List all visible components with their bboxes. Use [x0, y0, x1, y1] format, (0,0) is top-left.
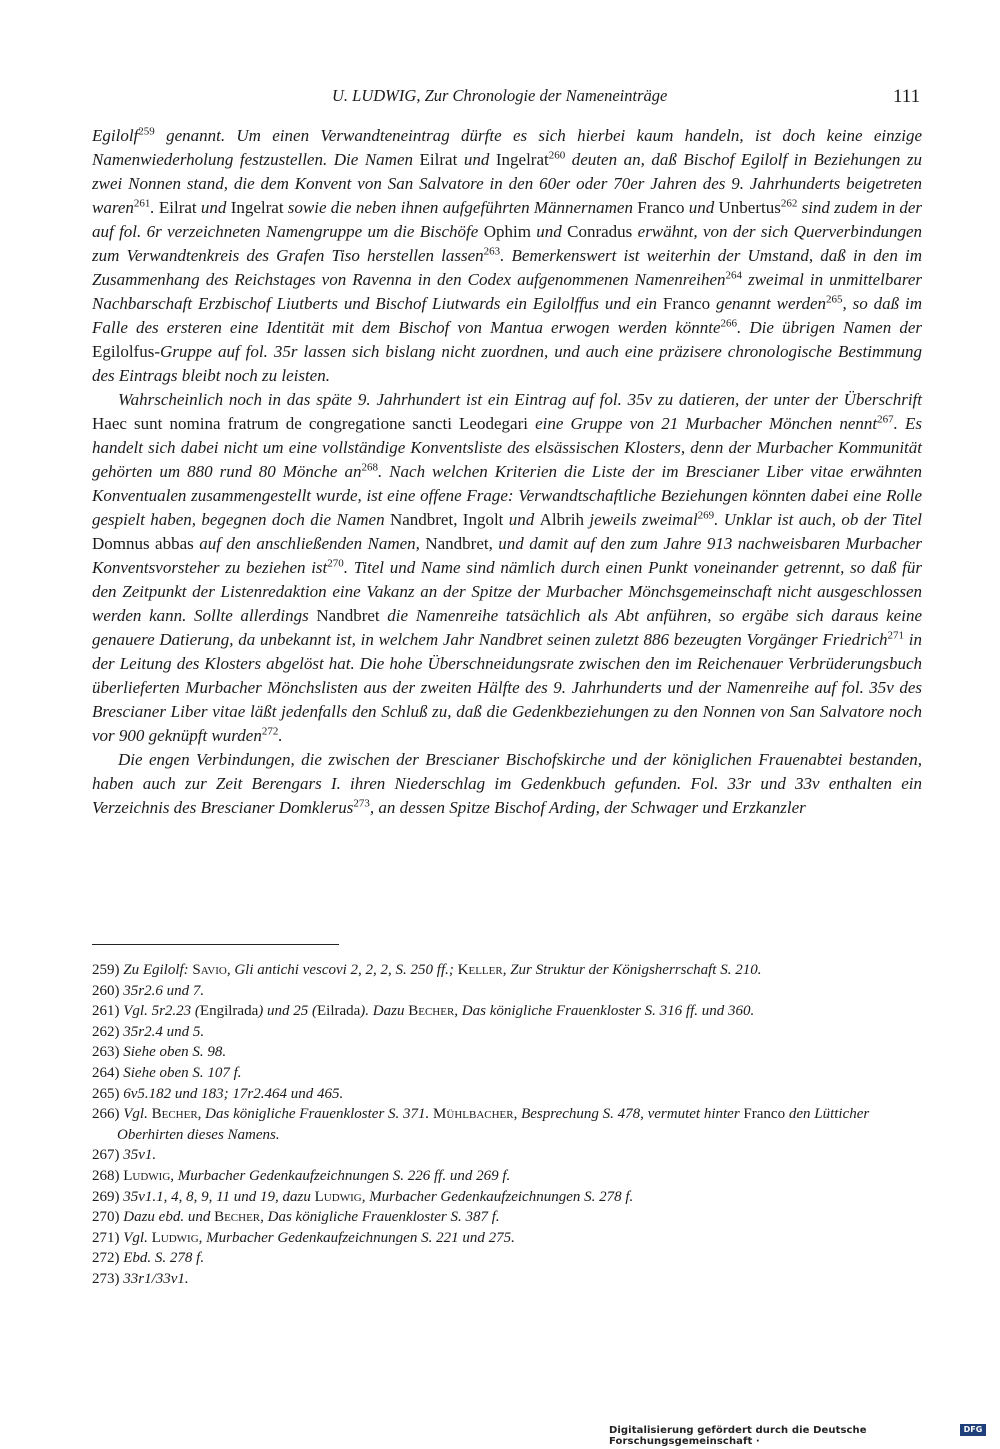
dfg-logo: DFG	[960, 1424, 986, 1436]
quoted-name: Nandbret, Ingolt	[389, 510, 504, 529]
footnote-reference: 267	[877, 413, 894, 426]
quoted-name: Nandbret,	[425, 534, 493, 553]
author-name: Mühlbacher	[433, 1106, 514, 1123]
quoted-name: Franco	[662, 294, 711, 313]
footnote-number: 272)	[92, 1250, 124, 1267]
quoted-name: Franco	[637, 198, 685, 217]
footnote-number: 265)	[92, 1085, 124, 1102]
footnote: 273) 33r1/33v1.	[92, 1270, 189, 1287]
footnote-reference: 272	[261, 725, 279, 738]
footnote: 271) Vgl. Ludwig, Murbacher Gedenkaufzeichnungen S. 221 und 275.	[92, 1229, 515, 1246]
quoted-name: Domnus abbas	[92, 534, 194, 553]
page-number: 111	[893, 86, 921, 107]
author-name: Keller	[457, 962, 503, 978]
footnote-number: 261)	[92, 1003, 124, 1020]
footnote: 260) 35r2.6 und 7.	[92, 982, 205, 999]
footnotes	[92, 960, 922, 1290]
footnote: 268) Ludwig, Murbacher Gedenkaufzeichnungen S. 226 ff. und 269 f.	[92, 1167, 511, 1184]
footnote: 269) 35v1.1, 4, 8, 9, 11 und 19, dazu Ludwig, Murbacher Gedenkaufzeichnungen S. 278 f.	[92, 1188, 634, 1205]
footnote-reference: 266	[720, 317, 738, 330]
quoted-name: Conradus	[567, 222, 633, 241]
footnote-number: 260)	[92, 982, 124, 999]
quoted-name: Franco	[743, 1106, 786, 1123]
author-name: Becher	[408, 1003, 455, 1020]
footnote-number: 264)	[92, 1064, 124, 1081]
quoted-name: Eilrada	[316, 1003, 361, 1020]
footnote: 267) 35v1.	[92, 1147, 157, 1164]
footnote-number: 262)	[92, 1023, 124, 1040]
quoted-name: Ingelrat	[495, 150, 549, 169]
footnote-number: 267)	[92, 1147, 124, 1164]
quoted-name: Ophim	[483, 222, 531, 241]
footnote-reference: 263	[483, 245, 501, 258]
author-name: Ludwig	[314, 1188, 362, 1205]
quoted-name: Nandbret	[316, 606, 380, 625]
footnote: 263) Siehe oben S. 98.	[92, 1044, 227, 1061]
footnote-reference: 259	[138, 125, 155, 138]
running-title: U. LUDWIG, Zur Chronologie der Nameneinträge	[332, 86, 668, 105]
footnote-reference: 268	[361, 461, 378, 474]
footnote-reference: 269	[697, 509, 715, 522]
author-name: Becher	[151, 1106, 198, 1123]
footnote-number: 263)	[92, 1044, 124, 1061]
footnote-number: 269)	[92, 1188, 124, 1205]
quoted-name: Unbertus	[718, 198, 781, 217]
author-name: Ludwig	[123, 1167, 171, 1184]
footnote: 264) Siehe oben S. 107 f.	[92, 1064, 242, 1081]
footnote: 270) Dazu ebd. und Becher, Das königliche Frauenkloster S. 387 f.	[92, 1209, 500, 1226]
footnote: 262) 35r2.4 und 5.	[92, 1023, 205, 1040]
footnote-reference: 261	[133, 197, 151, 210]
footnote-reference: 262	[780, 197, 798, 210]
page-header	[0, 86, 1000, 110]
quoted-name: Albrih	[539, 510, 585, 529]
footnote: 272) Ebd. S. 278 f.	[92, 1250, 205, 1267]
author-name: Ludwig	[151, 1229, 199, 1246]
footnote-reference: 273	[353, 797, 370, 810]
footnote-number: 266)	[92, 1106, 124, 1123]
quoted-name: Ingelrat	[230, 198, 284, 217]
footnote-reference: 271	[887, 629, 905, 642]
body-text	[92, 124, 922, 820]
footnote-reference: 270	[327, 557, 344, 570]
quoted-name: Engilrada	[199, 1003, 259, 1020]
author-name: Savio	[192, 962, 227, 978]
quoted-name: Eilrat	[419, 150, 458, 169]
quoted-name: Haec sunt nomina fratrum de congregatione sancti Leodegari	[92, 414, 528, 433]
quoted-name: Eilrat	[158, 198, 197, 217]
paragraph: Wahrscheinlich noch in das späte 9. Jahrhundert ist ein Eintrag auf fol. 35v zu datieren, der unter der Überschrift Haec sunt nomina fratrum de congregatione sancti Leodegari eine Gruppe von 21 Murbacher Mönchen nennt$^{267}$. Es handelt sich dabei nicht um eine vollständige Konventsliste des elsässischen Klosters, denn der Murbacher Kommunität gehörten um 880 rund 80 Mönche $an^{268}$. Nach welchen Kriterien die Liste der im Brescianer Liber vitae erwähnten Konventualen zusammengestellt wurde, ist eine offene Frage: Verwandtschaftliche Beziehungen könnten dabei eine Rolle gespielt haben, begegnen doch die Namen Nandbret, Ingolt und Albrih jeweils zweimal$^{269}$. Unklar ist auch, ob der Titel Domnus abbas auf den anschließenden Namen, Nandbret, und damit auf den zum Jahre 913 nachweisbaren Murbacher Konventsvorsteher zu beziehen ist$^{270}$. Titel und Name sind nämlich durch einen Punkt voneinander getrennt, so daß für den Zeitpunkt der Listenredaktion eine Vakanz an der Spitze der Murbacher Mönchsgemeinschaft nicht ausgeschlossen werden kann. Sollte allerdings Nandbret die Namenreihe tatsächlich als Abt anführen, so ergäbe sich daraus keine genauere Datierung, da unbekannt ist, in welchem Jahr Nandbret seinen zuletzt 886 bezeugten Vorgänger Friedrich$^{271}$ in der Leitung des Klosters abgelöst hat. Die hohe Überschneidungsrate zwischen den im Reichenauer Verbrüderungsbuch überlieferten Murbacher Mönchslisten aus der zweiten Hälfte des 9. Jahrhunderts und der Namenreihe auf fol. 35v des Brescianer Liber vitae läßt jedenfalls den Schluß zu, daß die Gedenkbeziehungen zu den Nonnen von San Salvatore noch vor 900 geknüpft wurden$^{272}$.	[92, 390, 922, 745]
footnote-reference: 260	[548, 149, 566, 162]
footnote-reference: 265	[826, 293, 843, 306]
footnote-number: 259)	[92, 962, 124, 978]
footnote: 261) Vgl. 5r2.23 (Engilrada) und 25 (Eilrada). Dazu Becher, Das königliche Frauenkloster S. 316 ff. und 360.	[92, 1003, 755, 1020]
footnote-number: 268)	[92, 1167, 124, 1184]
quoted-name: Egilolfus	[92, 342, 155, 361]
footer-credit: Digitalisierung gefördert durch die Deutsche Forschungsgemeinschaft ·	[609, 1425, 867, 1447]
footnote-reference: 264	[725, 269, 743, 282]
footnote: 259) Zu Egilolf: Savio, Gli antichi vescovi 2, 2, 2, S. 250 ff.; Keller, Zur Struktur der Königsherrschaft S. 210.	[92, 962, 762, 978]
footnote: 265) 6v5.182 und 183; 17r2.464 und 465.	[92, 1085, 344, 1102]
footnote-number: 270)	[92, 1209, 124, 1226]
footnote-number: 271)	[92, 1229, 124, 1246]
footnote-divider	[92, 944, 339, 945]
footnote-number: 273)	[92, 1270, 124, 1287]
paragraph: Egilolf$^{259}$ genannt. Um einen Verwandteneintrag dürfte es sich hierbei kaum handeln, ist doch keine einzige Namenwiederholung festzustellen. Die Namen Eilrat und Ingelrat$^{260}$ deuten an, daß Bischof Egilolf in Beziehungen zu zwei Nonnen stand, die dem Konvent von San Salvatore in den 60er oder 70er Jahren des 9. Jahrhunderts beigetreten waren$^{261}$. Eilrat und Ingelrat sowie die neben ihnen aufgeführten Männernamen Franco und Unbertus$^{262}$ sind zudem in der auf fol. 6r verzeichneten Namengruppe um die Bischöfe Ophim und Conradus erwähnt, von der sich Querverbindungen zum Verwandtenkreis des Grafen Tiso herstellen lassen$^{263}$. Bemerkenswert ist weiterhin der Umstand, daß in den im Zusammenhang des Reichstages von Ravenna in den Codex aufgenommenen Namenreihen$^{264}$ zweimal in unmittelbarer Nachbarschaft Erzbischof Liutberts und Bischof Liutwards ein Egilolffus und ein Franco genannt werden$^{265}$, so daß im Falle des ersteren eine Identität mit dem Bischof von Mantua erwogen werden könnte$^{266}$. Die übrigen Namen der Egilolfus-Gruppe auf fol. 35r lassen sich bislang nicht zuordnen, und auch eine präzisere chronologische Bestimmung des Eintrags bleibt noch zu leisten.	[92, 125, 923, 385]
author-name: Becher	[214, 1209, 261, 1226]
footnote: 266) Vgl. Becher, Das königliche Frauenkloster S. 371. Mühlbacher, Besprechung S. 478, vermutet hinter Franco den Lütticher Oberhirten dieses Namens.	[92, 1106, 870, 1143]
paragraph: Die engen Verbindungen, die zwischen der Brescianer Bischofskirche und der königlichen Frauenabtei bestanden, haben auch zur Zeit Berengars I. ihren Niederschlag im Gedenkbuch gefunden. Fol. 33r und 33v enthalten ein Verzeichnis des Brescianer Domklerus$^{273}$, an dessen Spitze Bischof Arding, der Schwager und Erzkanzler	[92, 750, 922, 817]
